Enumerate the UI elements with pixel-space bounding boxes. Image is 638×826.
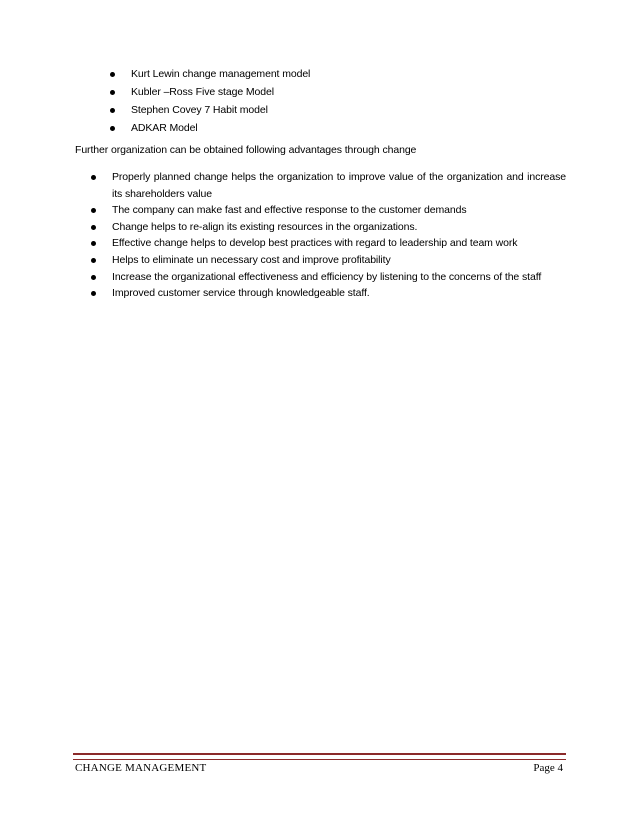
list-item-text: ADKAR Model [131, 122, 198, 134]
bullet-icon [110, 126, 115, 131]
list-item [88, 252, 566, 269]
bullet-icon [91, 258, 96, 263]
list-item-text: Kubler –Ross Five stage Model [131, 86, 275, 98]
bullet-icon [110, 108, 115, 113]
list-item-text: Increase the organizational effectiveness and efficiency by listening to the concerns of the staff [112, 270, 542, 283]
footer-divider [73, 753, 566, 760]
list-item-text: Kurt Lewin change management model [131, 68, 311, 80]
list-item-text: Effective change helps to develop best practices with regard to leadership and team work [112, 237, 518, 250]
intro-paragraph: Further organization can be obtained following advantages through change [75, 144, 417, 156]
bullet-icon [91, 175, 96, 180]
list-item-text: The company can make fast and effective response to the customer demands [112, 204, 467, 217]
list-item [107, 119, 310, 137]
list-item [88, 219, 566, 236]
list-item [107, 65, 310, 83]
bullet-icon [110, 72, 115, 77]
list-item-text: Helps to eliminate un necessary cost and improve profitability [112, 253, 391, 266]
list-item [88, 269, 566, 286]
bullet-icon [91, 275, 96, 280]
bullet-icon [91, 208, 96, 213]
page-number: Page 4 [533, 762, 563, 774]
advantages-list [88, 169, 566, 302]
bullet-icon [91, 291, 96, 296]
list-item-text: Properly planned change helps the organization to improve value of the organization and increase its shareholders value [112, 171, 566, 200]
bullet-icon [91, 241, 96, 246]
bullet-icon [110, 90, 115, 95]
bullet-icon [91, 225, 96, 230]
list-item [88, 235, 566, 252]
list-item [88, 169, 566, 202]
list-item [88, 285, 566, 302]
list-item-text: Improved customer service through knowledgeable staff. [112, 287, 370, 300]
footer-title: CHANGE MANAGEMENT [75, 762, 207, 774]
list-item-text: Stephen Covey 7 Habit model [131, 104, 268, 116]
list-item [88, 202, 566, 219]
list-item [107, 83, 310, 101]
list-item [107, 101, 310, 119]
list-item-text: Change helps to re-align its existing resources in the organizations. [112, 220, 418, 233]
change-models-list [107, 65, 310, 137]
